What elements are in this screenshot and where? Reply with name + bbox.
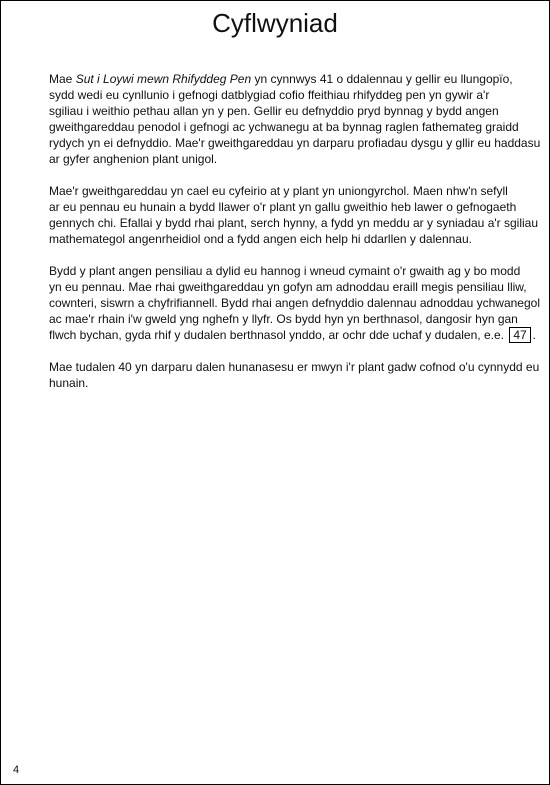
- paragraph-1-line-4: gweithgareddau penodol i gefnogi ac ychwanegu at ba bynnag raglen fathemateg graidd: [49, 120, 519, 134]
- paragraph-2-line-1: Mae'r gweithgareddau yn cael eu cyfeirio at y plant yn uniongyrchol. Maen nhw'n sefyll: [49, 184, 508, 198]
- paragraph-3-line-5: [49, 327, 539, 343]
- intro-content: [49, 71, 539, 407]
- paragraph-1-line-1-prefix: Mae: [49, 72, 76, 86]
- paragraph-1: [49, 71, 539, 167]
- page-number: 4: [13, 764, 20, 776]
- paragraph-2-line-4: mathemategol angenrheidiol ond a fydd angen eich help hi ddarllen y dalennau.: [49, 232, 472, 246]
- paragraph-1-line-1: [49, 71, 539, 87]
- paragraph-1-line-2: sydd wedi eu cynllunio i gefnogi datblygiad cofio ffeithiau rhifyddeg pen yn gywir a'r: [49, 88, 490, 102]
- paragraph-1-line-1-suffix: yn cynnwys 41 o ddalennau y gellir eu llungopïo,: [251, 72, 513, 86]
- paragraph-1-line-6: ar gyfer anghenion plant unigol.: [49, 152, 218, 166]
- paragraph-4: [49, 359, 539, 391]
- book-title-italic: Sut i Loywi mewn Rhifyddeg Pen: [75, 72, 252, 86]
- paragraph-4-line-1: Mae tudalen 40 yn darparu dalen hunanasesu er mwyn i'r plant gadw cofnod o'u cynnydd eu: [49, 360, 540, 374]
- paragraph-3-line-5-prefix: flwch bychan, gyda rhif y dudalen berthnasol ynddo, ar ochr dde uchaf y dudalen, e.e.: [49, 328, 504, 342]
- paragraph-1-line-5: rydych yn ei defnyddio. Mae'r gweithgareddau yn darparu profiadau dysgu y gllir eu haddasu: [49, 136, 541, 150]
- paragraph-3-line-5-suffix: .: [532, 328, 537, 342]
- paragraph-2-line-3: gennych chi. Efallai y bydd rhai plant, serch hynny, a fydd yn meddu ar y syniadau a'r sgiliau: [49, 216, 539, 230]
- page-title: Cyflwyniad: [212, 8, 338, 38]
- paragraph-3-line-3: cownteri, siswrn a chyfrifiannell. Bydd rhai angen defnyddio dalennau adnoddau ychwanegol: [49, 296, 540, 310]
- paragraph-3-line-2: yn eu pennau. Mae rhai gweithgareddau yn gofyn am adnoddau eraill megis pensiliau lliw,: [49, 280, 527, 294]
- page-reference-box: 47: [509, 327, 530, 343]
- paragraph-2-line-2: ar eu pennau eu hunain a bydd llawer o'r plant yn gallu gweithio heb lawer o gefnogaeth: [49, 200, 517, 214]
- paragraph-2: [49, 183, 539, 247]
- paragraph-1-line-3: sgiliau i weithio pethau allan yn y pen. Gellir eu defnyddio pryd bynnag y bydd angen: [49, 104, 499, 118]
- paragraph-4-line-2: hunain.: [49, 376, 89, 390]
- paragraph-3-line-1: Bydd y plant angen pensiliau a dylid eu hannog i wneud cymaint o'r gwaith ag y bo modd: [49, 264, 521, 278]
- paragraph-3: [49, 263, 539, 343]
- paragraph-3-line-4: ac mae'r rhain i'w gweld yng nghefn y llyfr. Os bydd hyn yn berthnasol, dangosir hyn gan: [49, 312, 518, 326]
